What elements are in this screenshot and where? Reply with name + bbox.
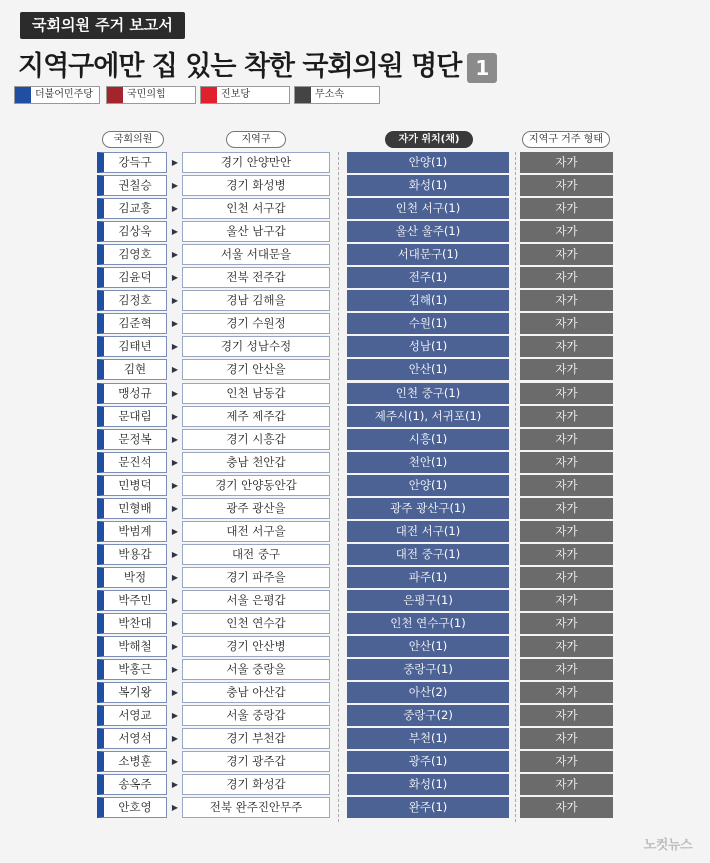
page-title-text: 지역구에만 집 있는 착한 국회의원 명단 (18, 51, 462, 82)
column-header-type: 지역구 거주 형태 (522, 131, 610, 148)
home-location-cell: 천안(1) (347, 452, 509, 473)
district-cell: 서울 중랑을 (182, 659, 330, 680)
table-row (0, 682, 710, 703)
home-location-cell: 부천(1) (347, 728, 509, 749)
legend-label: 진보당 (221, 89, 250, 100)
district-cell: 경기 화성병 (182, 175, 330, 196)
table-row (0, 475, 710, 496)
residence-type-cell: 자가 (520, 590, 613, 611)
residence-type-cell: 자가 (520, 152, 613, 173)
table-row (0, 751, 710, 772)
district-cell: 전북 완주진안무주 (182, 797, 330, 818)
home-location-cell: 화성(1) (347, 774, 509, 795)
arrow-icon: ▶ (171, 158, 179, 167)
residence-type-cell: 자가 (520, 359, 613, 380)
home-location-cell: 김해(1) (347, 290, 509, 311)
member-name: 민형배 (97, 498, 167, 519)
arrow-icon: ▶ (171, 595, 179, 605)
district-cell: 경기 파주을 (182, 567, 330, 588)
home-location-cell: 안양(1) (347, 152, 509, 173)
member-name: 문정복 (97, 429, 167, 450)
member-name: 문대림 (97, 406, 167, 427)
home-location-cell: 은평구(1) (347, 590, 509, 611)
arrow-icon: ▶ (171, 342, 179, 352)
table-row (0, 406, 710, 427)
residence-type-cell: 자가 (520, 751, 613, 772)
residence-type-cell: 자가 (520, 636, 613, 657)
residence-type-cell: 자가 (520, 521, 613, 542)
table-row (0, 590, 710, 611)
residence-type-cell: 자가 (520, 383, 613, 404)
district-cell: 경기 성남수정 (182, 336, 330, 357)
news-logo: 노컷뉴스 (643, 838, 692, 853)
home-location-cell: 울산 울주(1) (347, 221, 509, 242)
table-row (0, 521, 710, 542)
district-cell: 울산 남구갑 (182, 221, 330, 242)
member-name: 김상욱 (97, 221, 167, 242)
district-cell: 제주 제주갑 (182, 406, 330, 427)
district-cell: 인천 연수갑 (182, 613, 330, 634)
table-row (0, 498, 710, 519)
arrow-icon: ▶ (171, 503, 179, 513)
district-cell: 서울 중랑갑 (182, 705, 330, 726)
district-cell: 광주 광산을 (182, 498, 330, 519)
district-cell: 경기 안산병 (182, 636, 330, 657)
page-number-badge: 1 (467, 53, 497, 83)
legend-item-ppp (106, 86, 196, 104)
table-row (0, 313, 710, 334)
district-cell: 경기 수원정 (182, 313, 330, 334)
residence-type-cell: 자가 (520, 429, 613, 450)
member-name: 김현 (97, 359, 167, 380)
residence-type-cell: 자가 (520, 567, 613, 588)
member-name: 송옥주 (97, 774, 167, 795)
residence-type-cell: 자가 (520, 774, 613, 795)
table-row (0, 383, 710, 404)
member-name: 권칠승 (97, 175, 167, 196)
table-row (0, 567, 710, 588)
arrow-icon: ▶ (171, 388, 179, 398)
district-cell: 인천 남동갑 (182, 383, 330, 404)
table-row (0, 290, 710, 311)
legend-swatch (107, 87, 123, 103)
column-header-district: 지역구 (226, 131, 286, 148)
table-row (0, 221, 710, 242)
arrow-icon: ▶ (171, 803, 179, 813)
residence-type-cell: 자가 (520, 452, 613, 473)
residence-type-cell: 자가 (520, 267, 613, 288)
residence-type-cell: 자가 (520, 544, 613, 565)
table-row (0, 613, 710, 634)
home-location-cell: 수원(1) (347, 313, 509, 334)
arrow-icon: ▶ (171, 688, 179, 698)
district-cell: 경기 안양동안갑 (182, 475, 330, 496)
legend-item-progressive (200, 86, 290, 104)
arrow-icon: ▶ (171, 734, 179, 744)
residence-type-cell: 자가 (520, 290, 613, 311)
residence-type-cell: 자가 (520, 613, 613, 634)
residence-type-cell: 자가 (520, 475, 613, 496)
table-row (0, 452, 710, 473)
arrow-icon: ▶ (171, 204, 179, 214)
arrow-icon: ▶ (171, 665, 179, 675)
member-name: 복기왕 (97, 682, 167, 703)
home-location-cell: 안산(1) (347, 359, 509, 380)
table-row (0, 429, 710, 450)
arrow-icon: ▶ (171, 411, 179, 421)
member-name: 김태년 (97, 336, 167, 357)
arrow-icon: ▶ (171, 273, 179, 283)
arrow-icon: ▶ (171, 526, 179, 536)
table-row (0, 705, 710, 726)
home-location-cell: 중랑구(2) (347, 705, 509, 726)
residence-type-cell: 자가 (520, 705, 613, 726)
member-name: 강득구 (97, 152, 167, 173)
arrow-icon: ▶ (171, 181, 179, 191)
home-location-cell: 인천 서구(1) (347, 198, 509, 219)
district-cell: 경기 안산을 (182, 359, 330, 380)
table-row (0, 728, 710, 749)
column-header-home: 자가 위치(채) (385, 131, 473, 148)
arrow-icon: ▶ (171, 227, 179, 237)
home-location-cell: 파주(1) (347, 567, 509, 588)
legend-swatch (295, 87, 311, 103)
member-name: 김윤덕 (97, 267, 167, 288)
legend-label: 국민의힘 (127, 89, 166, 100)
arrow-icon: ▶ (171, 319, 179, 329)
residence-type-cell: 자가 (520, 244, 613, 265)
home-location-cell: 화성(1) (347, 175, 509, 196)
member-name: 서영석 (97, 728, 167, 749)
legend-item-democratic (14, 86, 100, 104)
district-cell: 전북 전주갑 (182, 267, 330, 288)
district-cell: 대전 서구을 (182, 521, 330, 542)
arrow-icon: ▶ (171, 549, 179, 559)
arrow-icon: ▶ (171, 572, 179, 582)
home-location-cell: 인천 연수구(1) (347, 613, 509, 634)
district-cell: 서울 은평갑 (182, 590, 330, 611)
legend-swatch (15, 87, 31, 103)
home-location-cell: 아산(2) (347, 682, 509, 703)
table-row (0, 359, 710, 380)
residence-type-cell: 자가 (520, 728, 613, 749)
home-location-cell: 제주시(1), 서귀포(1) (347, 406, 509, 427)
member-name: 민병덕 (97, 475, 167, 496)
table-row (0, 797, 710, 818)
member-name: 박해철 (97, 636, 167, 657)
home-location-cell: 완주(1) (347, 797, 509, 818)
legend-label: 무소속 (315, 89, 344, 100)
residence-type-cell: 자가 (520, 313, 613, 334)
district-cell: 경남 김해을 (182, 290, 330, 311)
table-row (0, 336, 710, 357)
member-name: 박용갑 (97, 544, 167, 565)
member-name: 맹성규 (97, 383, 167, 404)
residence-type-cell: 자가 (520, 221, 613, 242)
member-name: 서영교 (97, 705, 167, 726)
table-row (0, 152, 710, 173)
residence-type-cell: 자가 (520, 797, 613, 818)
column-header-name: 국회의원 (102, 131, 164, 148)
home-location-cell: 광주(1) (347, 751, 509, 772)
district-cell: 대전 중구 (182, 544, 330, 565)
district-cell: 충남 아산갑 (182, 682, 330, 703)
member-name: 안호영 (97, 797, 167, 818)
home-location-cell: 안양(1) (347, 475, 509, 496)
member-name: 박정 (97, 567, 167, 588)
member-name: 문진석 (97, 452, 167, 473)
arrow-icon: ▶ (171, 365, 179, 375)
table-row (0, 175, 710, 196)
district-cell: 경기 안양만안 (182, 152, 330, 173)
arrow-icon: ▶ (171, 619, 179, 628)
district-cell: 경기 부천갑 (182, 728, 330, 749)
home-location-cell: 전주(1) (347, 267, 509, 288)
residence-type-cell: 자가 (520, 336, 613, 357)
residence-type-cell: 자가 (520, 198, 613, 219)
table-row (0, 659, 710, 680)
member-name: 김교흥 (97, 198, 167, 219)
table-row (0, 636, 710, 657)
member-name: 박범계 (97, 521, 167, 542)
arrow-icon: ▶ (171, 780, 179, 790)
legend-swatch (201, 87, 217, 103)
residence-type-cell: 자가 (520, 406, 613, 427)
district-cell: 경기 시흥갑 (182, 429, 330, 450)
arrow-icon: ▶ (171, 480, 179, 490)
district-cell: 경기 광주갑 (182, 751, 330, 772)
home-location-cell: 인천 중구(1) (347, 383, 509, 404)
member-name: 박주민 (97, 590, 167, 611)
arrow-icon: ▶ (171, 434, 179, 444)
district-cell: 서울 서대문을 (182, 244, 330, 265)
member-name: 김정호 (97, 290, 167, 311)
residence-type-cell: 자가 (520, 175, 613, 196)
page-title (18, 44, 497, 83)
table-row (0, 267, 710, 288)
member-name: 박홍근 (97, 659, 167, 680)
home-location-cell: 시흥(1) (347, 429, 509, 450)
report-badge: 국회의원 주거 보고서 (20, 12, 185, 39)
member-name: 김준혁 (97, 313, 167, 334)
legend-item-independent (294, 86, 380, 104)
member-name: 김영호 (97, 244, 167, 265)
district-cell: 충남 천안갑 (182, 452, 330, 473)
home-location-cell: 중랑구(1) (347, 659, 509, 680)
arrow-icon: ▶ (171, 711, 179, 721)
arrow-icon: ▶ (171, 296, 179, 306)
arrow-icon: ▶ (171, 250, 179, 260)
table-row (0, 774, 710, 795)
arrow-icon: ▶ (171, 457, 179, 467)
table-row (0, 544, 710, 565)
member-name: 박찬대 (97, 613, 167, 634)
residence-type-cell: 자가 (520, 682, 613, 703)
residence-type-cell: 자가 (520, 498, 613, 519)
home-location-cell: 광주 광산구(1) (347, 498, 509, 519)
district-cell: 경기 화성갑 (182, 774, 330, 795)
home-location-cell: 대전 중구(1) (347, 544, 509, 565)
table-row (0, 198, 710, 219)
legend-label: 더불어민주당 (35, 89, 93, 100)
home-location-cell: 안산(1) (347, 636, 509, 657)
residence-type-cell: 자가 (520, 659, 613, 680)
member-name: 소병훈 (97, 751, 167, 772)
table-row (0, 244, 710, 265)
district-cell: 인천 서구갑 (182, 198, 330, 219)
home-location-cell: 대전 서구(1) (347, 521, 509, 542)
home-location-cell: 서대문구(1) (347, 244, 509, 265)
home-location-cell: 성남(1) (347, 336, 509, 357)
arrow-icon: ▶ (171, 642, 179, 652)
arrow-icon: ▶ (171, 757, 179, 767)
